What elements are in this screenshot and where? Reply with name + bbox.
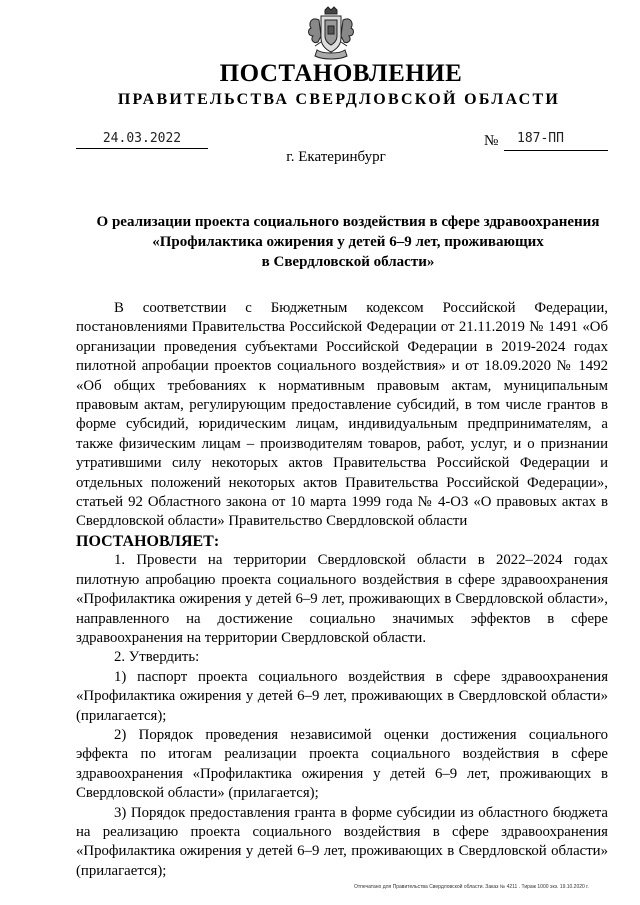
city-name: г. Екатеринбург: [286, 149, 386, 165]
issuer-subtitle: ПРАВИТЕЛЬСТВА СВЕРДЛОВСКОЙ ОБЛАСТИ: [117, 91, 561, 108]
document-body: [76, 299, 608, 881]
item-1-paragraph: 1. Провести на территории Свердловской области в 2022–2024 годах пилотную апробацию проекта социального воздействия в сфере здравоохранения «Профилактика ожирения у детей 6–9 лет, проживающих в Свердловской области», направленного на достижение социально значимых эффектов в сфере здравоохранения на территории Свердловской области.: [76, 552, 608, 646]
item-2-paragraph: 2. Утвердить:: [114, 649, 200, 666]
heading-line: О реализации проекта социального воздействия в сфере здравоохранения: [96, 214, 600, 230]
document-number: 187-ПП: [517, 131, 564, 146]
resolves-heading: ПОСТАНОВЛЯЕТ:: [76, 532, 220, 550]
coat-of-arms-emblem: [305, 6, 357, 62]
heading-line: в Свердловской области»: [261, 254, 435, 270]
number-sign: №: [484, 133, 499, 149]
document-heading: [60, 212, 636, 272]
item-2-2-paragraph: 2) Порядок проведения независимой оценки достижения социального эффекта по итогам реализации проекта социального воздействия в сфере здравоохранения «Профилактика ожирения у детей 6–9 лет, проживающих в Свердловской области» (прилагается);: [76, 726, 608, 802]
item-2-3-paragraph: 3) Порядок предоставления гранта в форме субсидии из областного бюджета на реализацию проекта социального воздействия в сфере здравоохранения «Профилактика ожирения у детей 6–9 лет, проживающих в Свердловской области» (прилагается);: [76, 804, 608, 879]
print-footer-note: Отпечатано для Правительства Свердловской области. Заказ № 4211 . Тираж 1000 экз. 19.10.2020 г.: [354, 884, 589, 890]
document-date: 24.03.2022: [102, 131, 182, 146]
item-2-1-paragraph: 1) паспорт проекта социального воздействия в сфере здравоохранения «Профилактика ожирения у детей 6–9 лет, проживающих в Свердловской области» (прилагается);: [76, 668, 608, 724]
document-type-title: ПОСТАНОВЛЕНИЕ: [219, 60, 463, 87]
preamble-paragraph: В соответствии с Бюджетным кодексом Российской Федерации, постановлениями Правительства Российской Федерации от 21.11.2019 № 1491 «Об организации проведения субъектами Российской Федерации в 2019-2024 годах пилотной апробации проектов социального воздействия» и от 18.09.2020 № 1492 «Об общих требованиях к нормативным правовым актам, муниципальным правовым актам, регулирующим предоставление субсидий, в том числе грантов в форме субсидий, юридическим лицам, индивидуальным предпринимателям, а также физическим лицам – производителям товаров, работ, услуг, и о признании утратившими силу некоторых актов Правительства Российской Федерации и отдельных положений некоторых актов Правительства Российской Федерации», статьей 92 Областного закона от 10 марта 1999 года № 4-ОЗ «О правовых актах в Свердловской области» Правительство Свердловской области: [76, 300, 608, 530]
heading-line: «Профилактика ожирения у детей 6–9 лет, проживающих: [152, 234, 544, 250]
